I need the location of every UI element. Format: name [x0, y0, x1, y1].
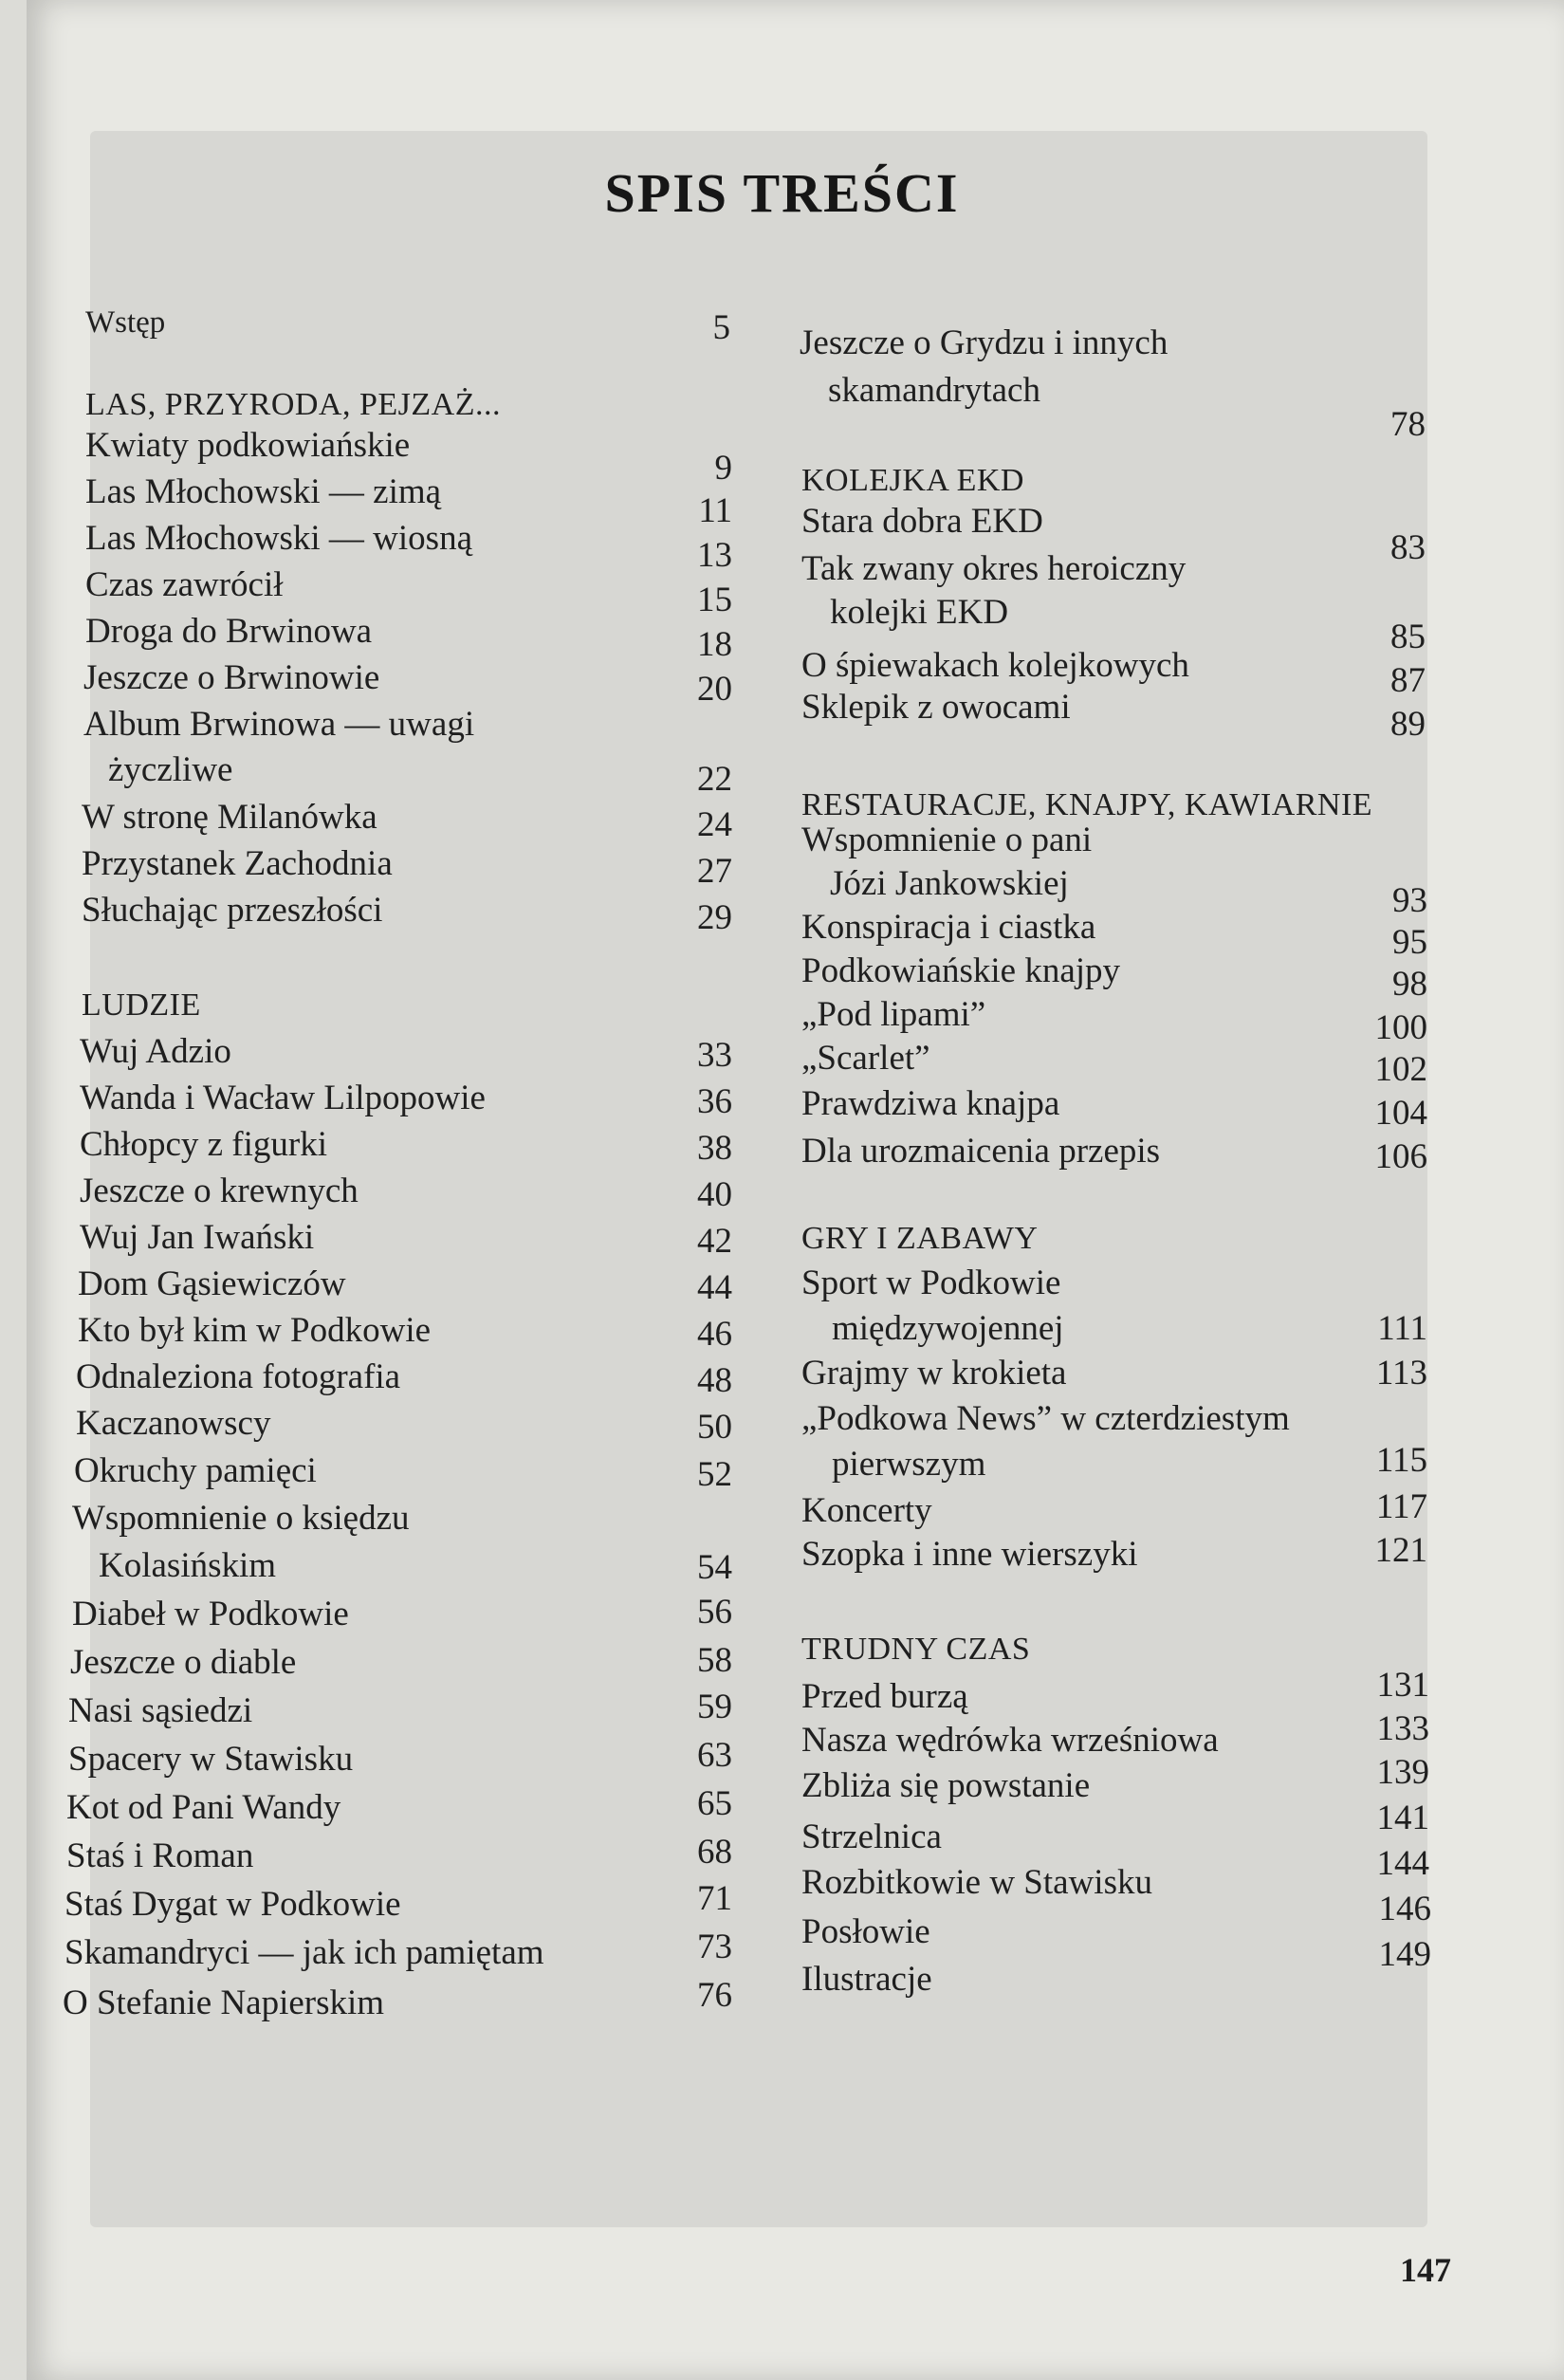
entry-page-number: 29 [697, 898, 732, 937]
entry-label: Droga do Brwinowa [85, 612, 373, 651]
entry-label: Sport w Podkowie [801, 1264, 1061, 1302]
section-title: TRUDNY CZAS [801, 1632, 1031, 1667]
entry-label: Czas zawrócił [85, 565, 284, 604]
entry-page-number: 95 [1392, 923, 1427, 962]
entry-page-number: 44 [697, 1268, 732, 1307]
entry-label-continued: życzliwe [108, 750, 233, 789]
entry-label: Diabeł w Podkowie [72, 1595, 349, 1633]
entry-label: Posłowie [801, 1912, 930, 1951]
entry-page-number: 18 [697, 625, 732, 664]
entry-label: Album Brwinowa — uwagi [83, 705, 475, 744]
entry-label-continued: skamandrytach [828, 371, 1040, 410]
entry-page-number: 24 [697, 805, 732, 844]
entry-label: Skamandryci — jak ich pamiętam [64, 1933, 544, 1972]
entry-page-number: 40 [697, 1175, 732, 1214]
entry-label: Las Młochowski — wiosną [85, 519, 472, 558]
entry-label-continued: Kolasińskim [99, 1546, 277, 1585]
entry-label: Kaczanowscy [76, 1404, 271, 1443]
entry-page-number: 20 [697, 670, 732, 709]
entry-page-number: 52 [697, 1455, 732, 1494]
entry-page-number: 117 [1375, 1487, 1427, 1526]
entry-page-number: 104 [1374, 1094, 1427, 1133]
section-title: LUDZIE [82, 987, 201, 1023]
entry-page-number: 71 [697, 1879, 732, 1918]
entry-label: Dla urozmaicenia przepis [801, 1132, 1161, 1171]
entry-label: „Podkowa News” w czterdziestym [801, 1399, 1290, 1438]
entry-page-number: 59 [697, 1688, 732, 1726]
entry-page-number: 133 [1376, 1709, 1429, 1748]
entry-label: Podkowiańskie knajpy [801, 951, 1121, 990]
entry-label: Koncerty [801, 1491, 932, 1530]
entry-page-number: 146 [1378, 1890, 1431, 1928]
entry-page-number: 144 [1376, 1844, 1429, 1883]
entry-label: Grajmy w krokieta [801, 1354, 1067, 1393]
entry-label: Konspiracja i ciastka [801, 908, 1096, 947]
entry-page-number: 131 [1376, 1666, 1429, 1705]
entry-page-number: 56 [697, 1593, 732, 1632]
entry-label: Wspomnienie o pani [801, 821, 1093, 859]
entry-page-number: 93 [1392, 881, 1427, 920]
entry-label: Wuj Adzio [80, 1032, 231, 1071]
entry-page-number: 106 [1374, 1137, 1427, 1176]
entry-page-number: 139 [1376, 1753, 1429, 1792]
entry-label: Okruchy pamięci [74, 1451, 317, 1490]
entry-page-number: 102 [1374, 1050, 1427, 1089]
entry-label: Kwiaty podkowiańskie [85, 426, 411, 465]
section-title: KOLEJKA EKD [801, 463, 1024, 498]
entry-label: Nasi sąsiedzi [68, 1691, 253, 1730]
entry-page-number: 22 [697, 760, 732, 799]
entry-label: Szopka i inne wierszyki [801, 1535, 1138, 1574]
entry-page-number: 27 [697, 852, 732, 891]
entry-label: Spacery w Stawisku [68, 1740, 354, 1779]
entry-label: Jeszcze o diable [70, 1643, 297, 1682]
entry-page-number: 78 [1390, 405, 1426, 444]
entry-page-number: 83 [1390, 528, 1426, 567]
entry-label: O Stefanie Napierskim [63, 1983, 385, 2022]
entry-label: Kto był kim w Podkowie [78, 1311, 432, 1350]
entry-page-number: 68 [697, 1833, 732, 1872]
entry-label: Wuj Jan Iwański [80, 1218, 315, 1257]
entry-label: Sklepik z owocami [801, 688, 1071, 727]
entry-label-continued: międzywojennej [832, 1309, 1064, 1348]
entry-label: Tak zwany okres heroiczny [801, 549, 1187, 588]
entry-label: „Scarlet” [801, 1039, 930, 1078]
entry-label: Zbliża się powstanie [801, 1766, 1091, 1805]
entry-label: Rozbitkowie w Stawisku [801, 1863, 1152, 1902]
entry-page-number: 111 [1377, 1309, 1427, 1348]
entry-label: Słuchając przeszłości [82, 891, 383, 930]
entry-label: „Pod lipami” [801, 995, 986, 1034]
entry-label: Chłopcy z figurki [80, 1125, 328, 1164]
section-title: GRY I ZABAWY [801, 1221, 1039, 1256]
entry-label-continued: kolejki EKD [830, 593, 1009, 632]
entry-page-number: 13 [697, 536, 732, 575]
entry-label: Jeszcze o krewnych [80, 1172, 359, 1210]
entry-page-number: 89 [1390, 705, 1426, 744]
entry-label: Wanda i Wacław Lilpopowie [80, 1079, 486, 1117]
entry-page-number: 87 [1390, 661, 1426, 700]
entry-label: Przed burzą [801, 1677, 968, 1716]
entry-page-number: 36 [697, 1082, 732, 1121]
entry-page-number: 98 [1392, 965, 1427, 1004]
entry-page-number: 54 [697, 1548, 732, 1587]
entry-label-continued: pierwszym [832, 1445, 986, 1484]
entry-page-number: 11 [698, 491, 732, 530]
entry-label: W stronę Milanówka [82, 798, 377, 837]
entry-label: Nasza wędrówka wrześniowa [801, 1721, 1219, 1760]
entry-label: Dom Gąsiewiczów [78, 1264, 346, 1303]
entry-page-number: 46 [697, 1315, 732, 1354]
entry-label: Wstęp [85, 305, 166, 340]
section-title: LAS, PRZYRODA, PEJZAŻ... [85, 387, 501, 422]
entry-page-number: 65 [697, 1784, 732, 1823]
entry-page-number: 63 [697, 1736, 732, 1775]
entry-page-number: 38 [697, 1129, 732, 1168]
entry-page-number: 73 [697, 1928, 732, 1966]
page-title: SPIS TREŚCI [604, 162, 960, 224]
entry-page-number: 115 [1375, 1441, 1427, 1480]
entry-page-number: 58 [697, 1641, 732, 1680]
entry-page-number: 141 [1376, 1799, 1429, 1837]
entry-page-number: 76 [697, 1976, 732, 2015]
entry-label: Staś Dygat w Podkowie [64, 1885, 401, 1924]
entry-page-number: 5 [712, 308, 730, 347]
entry-label: Wspomnienie o księdzu [72, 1499, 410, 1538]
page-number: 147 [1400, 2251, 1451, 2289]
entry-label: Odnaleziona fotografia [76, 1357, 401, 1396]
entry-label: Prawdziwa knajpa [801, 1084, 1060, 1123]
entry-page-number: 121 [1374, 1531, 1427, 1570]
entry-page-number: 100 [1374, 1008, 1427, 1047]
entry-label: Jeszcze o Brwinowie [83, 658, 380, 697]
entry-label: Stara dobra EKD [801, 502, 1043, 541]
entry-page-number: 50 [697, 1408, 732, 1447]
section-title: RESTAURACJE, KNAJPY, KAWIARNIE [801, 787, 1373, 822]
entry-label-continued: Józi Jankowskiej [830, 864, 1069, 903]
entry-page-number: 9 [714, 449, 732, 488]
entry-label: Przystanek Zachodnia [82, 844, 393, 883]
entry-label: Ilustracje [801, 1960, 932, 1999]
entry-label: Las Młochowski — zimą [85, 472, 442, 511]
entry-label: Strzelnica [801, 1817, 942, 1856]
entry-page-number: 85 [1390, 618, 1426, 656]
entry-label: Kot od Pani Wandy [66, 1788, 341, 1827]
entry-page-number: 33 [697, 1036, 732, 1075]
entry-page-number: 15 [697, 581, 732, 619]
entry-page-number: 42 [697, 1222, 732, 1261]
entry-label: O śpiewakach kolejkowych [801, 646, 1189, 685]
entry-page-number: 48 [697, 1361, 732, 1400]
entry-label: Staś i Roman [66, 1836, 254, 1875]
entry-page-number: 149 [1378, 1935, 1431, 1974]
entry-label: Jeszcze o Grydzu i innych [800, 323, 1168, 362]
entry-page-number: 113 [1375, 1354, 1427, 1393]
